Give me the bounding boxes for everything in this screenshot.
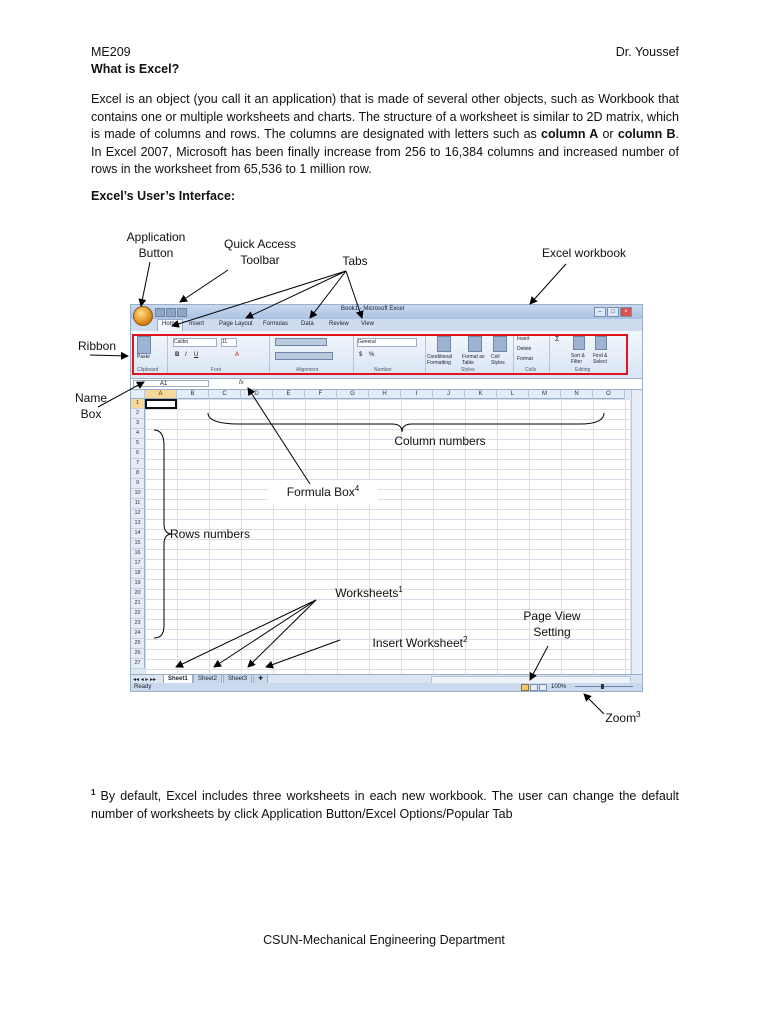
label-worksheets	[326, 585, 412, 601]
cell-styles-label: Cell Styles	[491, 354, 505, 366]
window-title: Book1 - Microsoft Excel	[341, 306, 405, 312]
tab-data[interactable]: Data	[301, 321, 314, 327]
zoom-sup: 3	[636, 710, 641, 719]
row-header[interactable]: 1	[131, 399, 145, 409]
font-name-select[interactable]: Calibri	[173, 338, 217, 347]
footnote	[91, 788, 679, 823]
worksheets-text: Worksheets	[335, 586, 399, 600]
arrow-quick-access-toolbar	[180, 270, 228, 302]
row-header[interactable]: 18	[131, 569, 145, 579]
column-header[interactable]: I	[401, 390, 433, 399]
zoom-slider[interactable]	[575, 686, 633, 687]
page-footer: CSUN-Mechanical Engineering Department	[263, 933, 505, 947]
row-header[interactable]: 14	[131, 529, 145, 539]
course-code: ME209	[91, 45, 131, 59]
arrow-application-button	[141, 262, 150, 306]
conditional-formatting-label: Conditional Formatting	[427, 354, 453, 366]
office-button-icon[interactable]	[133, 306, 153, 326]
formula-bar	[131, 378, 642, 390]
row-header[interactable]: 19	[131, 579, 145, 589]
page-break-view-icon[interactable]	[539, 684, 547, 691]
row-header[interactable]: 2	[131, 409, 145, 419]
sheet-tab-2[interactable]: Sheet2	[193, 675, 222, 684]
column-header[interactable]: N	[561, 390, 593, 399]
tab-home[interactable]: Home	[157, 319, 183, 331]
row-header[interactable]: 16	[131, 549, 145, 559]
label-quick-access-toolbar: Quick Access Toolbar	[223, 237, 297, 267]
paste-label: Paste	[137, 354, 150, 360]
page-layout-view-icon[interactable]	[530, 684, 538, 691]
group-font: Font	[211, 367, 222, 373]
row-header[interactable]: 6	[131, 449, 145, 459]
column-header[interactable]: F	[305, 390, 337, 399]
row-header[interactable]: 5	[131, 439, 145, 449]
label-zoom	[598, 710, 648, 726]
autosum-icon[interactable]: Σ	[555, 336, 560, 343]
row-header[interactable]: 13	[131, 519, 145, 529]
group-editing: Editing	[575, 367, 591, 373]
group-clipboard: Clipboard	[137, 367, 159, 373]
formula-box-sup: 4	[354, 484, 360, 493]
row-header[interactable]: 12	[131, 509, 145, 519]
status-bar	[131, 683, 642, 691]
row-header[interactable]: 10	[131, 489, 145, 499]
column-header[interactable]: M	[529, 390, 561, 399]
group-cells: Cells	[525, 367, 537, 373]
format-cells-button[interactable]: Format	[517, 356, 533, 362]
zoom-slider-thumb[interactable]	[601, 684, 604, 689]
undo-icon[interactable]	[166, 308, 176, 317]
label-formula-box	[268, 480, 378, 504]
paragraph-text-2: or	[598, 127, 618, 141]
group-alignment: Alignment	[296, 367, 319, 373]
row-header[interactable]: 22	[131, 609, 145, 619]
row-header[interactable]: 17	[131, 559, 145, 569]
footnote-mark: 1	[91, 787, 96, 797]
column-header[interactable]: L	[497, 390, 529, 399]
fx-icon[interactable]: fx	[239, 380, 244, 386]
insert-cells-button[interactable]: Insert	[517, 336, 530, 342]
ribbon-tabs	[131, 319, 642, 331]
font-color-icon[interactable]: A	[235, 352, 240, 358]
column-header[interactable]: C	[209, 390, 241, 399]
insert-worksheet-text: Insert Worksheet	[372, 636, 464, 650]
group-number: Number	[374, 367, 392, 373]
column-header[interactable]: G	[337, 390, 369, 399]
row-header[interactable]: 15	[131, 539, 145, 549]
column-b-term: column B	[617, 127, 676, 141]
section-heading: Excel’s User’s Interface:	[91, 189, 236, 203]
redo-icon[interactable]	[177, 308, 187, 317]
insert-worksheet-sup: 2	[463, 635, 468, 644]
percent-icon[interactable]: %	[369, 352, 375, 358]
select-all-corner[interactable]	[131, 390, 145, 399]
tab-page-layout[interactable]: Page Layout	[219, 321, 253, 327]
find-select-label: Find & Select	[593, 353, 608, 365]
row-header[interactable]: 25	[131, 639, 145, 649]
tab-view[interactable]: View	[361, 321, 374, 327]
intro-paragraph	[91, 91, 679, 179]
row-header[interactable]: 24	[131, 629, 145, 639]
zoom-level: 100%	[551, 684, 567, 690]
sheet-tab-1[interactable]: Sheet1	[163, 675, 193, 684]
worksheets-sup: 1	[398, 585, 403, 594]
font-size-select[interactable]: 11	[221, 338, 237, 347]
label-ribbon: Ribbon	[77, 339, 117, 353]
arrow-excel-workbook	[530, 264, 566, 304]
column-header[interactable]: J	[433, 390, 465, 399]
active-cell[interactable]	[145, 399, 177, 409]
row-header[interactable]: 21	[131, 599, 145, 609]
vertical-scrollbar[interactable]	[631, 390, 642, 674]
column-a-term: column A	[541, 127, 599, 141]
column-header[interactable]: E	[273, 390, 305, 399]
label-excel-workbook: Excel workbook	[541, 246, 627, 260]
row-header[interactable]: 4	[131, 429, 145, 439]
author-name: Dr. Youssef	[615, 45, 679, 59]
row-header[interactable]: 20	[131, 589, 145, 599]
paragraph-text-1: Excel is an object (you call it an application) that is made of several other objects, such as Workbook that contains one or multiple worksheets and charts. The structure of a worksheet is similar to 2D matrix, which is made of columns and rows. The columns are designated with letters such as	[91, 92, 679, 141]
column-header[interactable]: K	[465, 390, 497, 399]
row-header[interactable]: 23	[131, 619, 145, 629]
column-header[interactable]: H	[369, 390, 401, 399]
close-icon[interactable]: ×	[620, 307, 632, 317]
column-header[interactable]: O	[593, 390, 625, 399]
normal-view-icon[interactable]	[521, 684, 529, 691]
column-header[interactable]: D	[241, 390, 273, 399]
status-text: Ready	[134, 684, 152, 690]
label-rows-numbers: Rows numbers	[170, 527, 251, 541]
row-header[interactable]: 3	[131, 419, 145, 429]
underline-icon[interactable]: U	[194, 352, 199, 358]
number-format-select[interactable]: General	[357, 338, 417, 347]
paragraph-text-3: . In Excel 2007, Microsoft has been finally increase from 256 to 16,384 columns and increased number of rows in the worksheet from 65,536 to 1 million row.	[91, 127, 680, 176]
formula-box-text: Formula Box	[286, 485, 355, 499]
label-page-view-setting: Page View Setting	[523, 609, 581, 639]
minimize-icon[interactable]: –	[594, 307, 606, 317]
row-header[interactable]: 7	[131, 459, 145, 469]
format-table-label: Format as Table	[462, 354, 485, 366]
column-header[interactable]: A	[145, 390, 177, 399]
group-styles: Styles	[461, 367, 475, 373]
footnote-text: By default, Excel includes three worksheets in each new workbook. The user can change the default number of worksheets by click Application Button/Excel Options/Popular Tab	[91, 789, 679, 821]
title-bar	[131, 305, 642, 319]
tab-insert[interactable]: Insert	[189, 321, 205, 327]
label-name-box: Name Box	[74, 391, 107, 421]
row-header[interactable]: 8	[131, 469, 145, 479]
row-header[interactable]: 27	[131, 659, 145, 669]
sheet-tab-3[interactable]: Sheet3	[223, 675, 252, 684]
arrow-ribbon	[90, 355, 128, 356]
ribbon-highlight-box	[132, 334, 628, 375]
bold-icon[interactable]: B	[175, 352, 180, 358]
maximize-icon[interactable]: □	[607, 307, 619, 317]
page-title: What is Excel?	[91, 62, 180, 76]
label-column-numbers: Column numbers	[394, 434, 486, 448]
sort-filter-label: Sort & Filter	[571, 353, 585, 365]
save-icon[interactable]	[155, 308, 165, 317]
label-tabs: Tabs	[342, 254, 368, 268]
row-header[interactable]: 26	[131, 649, 145, 659]
column-header[interactable]: B	[177, 390, 209, 399]
label-insert-worksheet	[360, 635, 480, 651]
delete-cells-button[interactable]: Delete	[517, 346, 532, 352]
tab-formulas[interactable]: Formulas	[263, 321, 289, 327]
italic-icon[interactable]: I	[185, 352, 187, 358]
sheet-nav-icons[interactable]: ◂◂ ◂ ▸ ▸▸	[133, 677, 157, 683]
row-header[interactable]: 9	[131, 479, 145, 489]
label-application-button: Application Button	[126, 230, 186, 260]
name-box[interactable]: A1	[133, 380, 209, 387]
row-header[interactable]: 11	[131, 499, 145, 509]
tab-review[interactable]: Review	[329, 321, 349, 327]
currency-icon[interactable]: $	[359, 352, 363, 358]
insert-worksheet-icon[interactable]: ✚	[253, 675, 268, 684]
zoom-text: Zoom	[605, 711, 637, 725]
